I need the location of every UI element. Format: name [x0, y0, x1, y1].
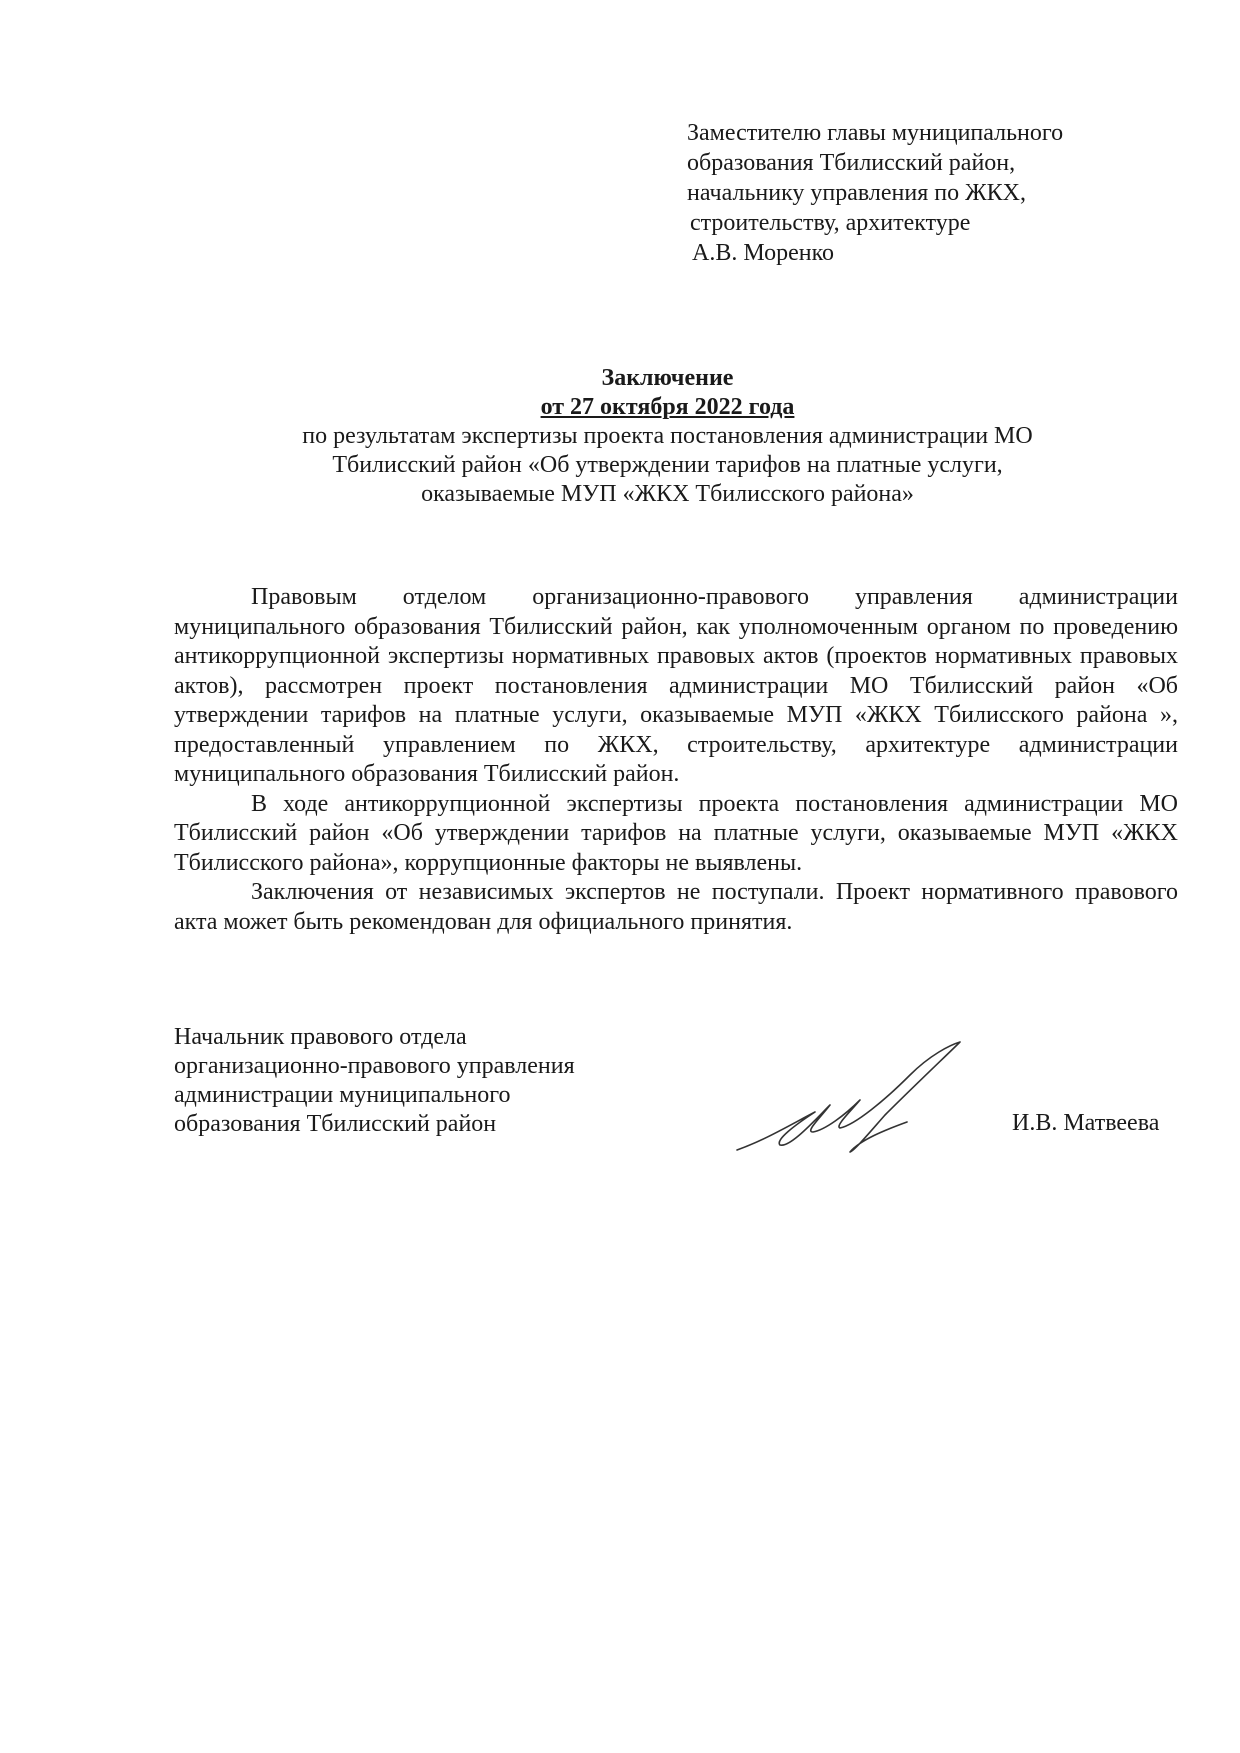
document-title-block	[0, 364, 1240, 509]
signer-position-line: образования Тбилисский район	[174, 1111, 497, 1137]
addressee-line: начальнику управления по ЖКХ,	[687, 180, 1026, 206]
handwritten-signature-icon	[735, 1040, 965, 1160]
body-paragraph: Заключения от независимых экспертов не поступали. Проект нормативного правового акта может быть рекомендован для официального принятия.	[174, 879, 1178, 935]
signer-position-line: Начальник правового отдела	[174, 1024, 467, 1050]
addressee-line: Заместителю главы муниципального	[687, 120, 1064, 146]
document-subtitle-line: оказываемые МУП «ЖКХ Тбилисского района»	[421, 481, 914, 507]
signer-position-line: администрации муниципального	[174, 1082, 511, 1108]
addressee-line: строительству, архитектуре	[690, 210, 971, 236]
addressee-line: образования Тбилисский район,	[687, 150, 1016, 176]
addressee-block	[687, 118, 1063, 268]
signer-position-line: организационно-правового управления	[174, 1053, 575, 1079]
document-title: Заключение	[601, 365, 734, 391]
signer-position-block	[174, 1023, 575, 1139]
document-subtitle-line: по результатам экспертизы проекта постановления администрации МО	[302, 423, 1033, 449]
signer-name: И.В. Матвеева	[1012, 1110, 1160, 1136]
document-body	[174, 583, 1178, 937]
body-paragraph: Правовым отделом организационно-правового управления администрации муниципального образования Тбилисский район, как уполномоченным органом по проведению антикоррупционной экспертизы нормативных правовых актов (проектов нормативных правовых актов), рассмотрен проект постановления администрации МО Тбилисский район «Об утверждении тарифов на платные услуги, оказываемые МУП «ЖКХ Тбилисского района », предоставленный управлением по ЖКХ, строительству, архитектуре администрации муниципального образования Тбилисский район.	[174, 584, 1178, 787]
addressee-name: А.В. Моренко	[692, 240, 835, 266]
document-date: от 27 октября 2022 года	[540, 394, 795, 420]
document-subtitle-line: Тбилисский район «Об утверждении тарифов на платные услуги,	[332, 452, 1003, 478]
body-paragraph: В ходе антикоррупционной экспертизы проекта постановления администрации МО Тбилисский район «Об утверждении тарифов на платные услуги, оказываемые МУП «ЖКХ Тбилисского района», коррупционные факторы не выявлены.	[174, 790, 1178, 876]
